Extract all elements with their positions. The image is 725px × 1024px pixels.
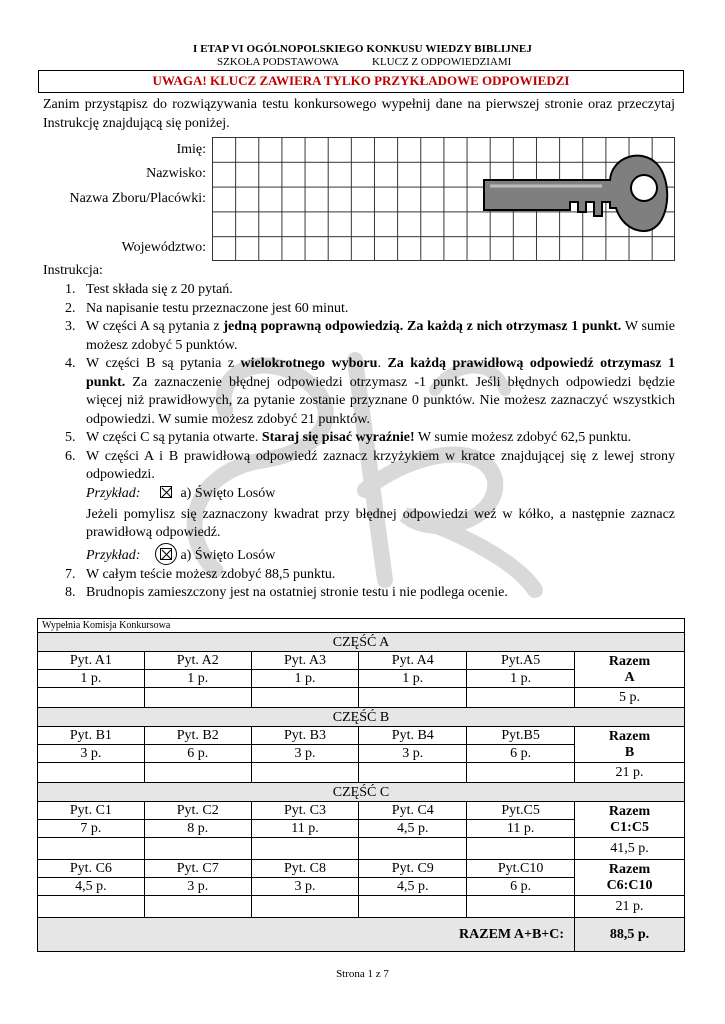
score-entry-cell[interactable] [251, 896, 359, 918]
section-c2-sum-value: 21 p. [575, 896, 685, 918]
max-points: 11 p. [251, 820, 359, 838]
answer-key-label: KLUCZ Z ODPOWIEDZIAMI [372, 56, 512, 68]
example-checked: Przykład: a) Święto Losów [86, 485, 276, 501]
max-points: 4,5 p. [359, 820, 467, 838]
question-label: Pyt. B4 [359, 727, 467, 745]
section-c1-sum-value: 41,5 p. [575, 838, 685, 860]
question-label: Pyt. B3 [251, 727, 359, 745]
score-entry-cell[interactable] [467, 838, 575, 860]
grand-total-value: 88,5 p. [575, 918, 685, 952]
section-b-title: CZĘŚĆ B [38, 708, 685, 727]
max-points: 7 p. [38, 820, 145, 838]
score-entry-cell[interactable] [38, 896, 145, 918]
max-points: 3 p. [359, 745, 467, 763]
circled-checkbox-icon [155, 543, 177, 565]
score-entry-cell[interactable] [38, 838, 145, 860]
grand-total-label: RAZEM A+B+C: [38, 918, 575, 952]
question-label: Pyt. A4 [359, 652, 467, 670]
section-b-sum-label: Razem B [575, 727, 685, 763]
score-entry-cell[interactable] [359, 763, 467, 783]
contest-title: I ETAP VI OGÓLNOPOLSKIEGO KONKUSU WIEDZY BIBLIJNEJ [193, 43, 532, 55]
instruction-item: 8. Brudnopis zamieszczony jest na ostatniej stronie testu i nie podlega ocenie. [65, 585, 508, 600]
instruction-item: 7. W całym teście możesz zdobyć 88,5 punktu. [65, 566, 336, 582]
max-points: 1 p. [38, 670, 145, 688]
question-label: Pyt. C4 [359, 802, 467, 820]
question-label: Pyt. C2 [144, 802, 251, 820]
score-entry-cell[interactable] [359, 896, 467, 918]
question-label: Pyt. B2 [144, 727, 251, 745]
instructions-list [43, 281, 675, 603]
instruction-item: 3. W części A są pytania z jedną poprawną odpowiedzią. Za każdą z nich otrzymasz 1 punkt. W sumie możesz zdobyć 5 punktów. [65, 319, 675, 353]
section-a-sum-label: Razem A [575, 652, 685, 688]
example-circled: Przykład: a) Święto Losów [43, 543, 675, 566]
score-entry-cell[interactable] [467, 688, 575, 708]
max-points: 6 p. [467, 745, 575, 763]
question-label: Pyt. A2 [144, 652, 251, 670]
max-points: 6 p. [467, 878, 575, 896]
section-a-title: CZĘŚĆ A [38, 633, 685, 652]
score-entry-cell[interactable] [359, 838, 467, 860]
score-entry-cell[interactable] [144, 688, 251, 708]
instruction-item: 2. Na napisanie testu przeznaczone jest 60 minut. [65, 300, 349, 316]
max-points: 1 p. [251, 670, 359, 688]
max-points: 3 p. [251, 745, 359, 763]
max-points: 3 p. [144, 878, 251, 896]
section-a-sum-value: 5 p. [575, 688, 685, 708]
max-points: 1 p. [467, 670, 575, 688]
question-label: Pyt.A5 [467, 652, 575, 670]
question-label: Pyt.C5 [467, 802, 575, 820]
score-entry-cell[interactable] [467, 896, 575, 918]
section-b-sum-value: 21 p. [575, 763, 685, 783]
score-table [37, 618, 685, 952]
name-label: Imię: [176, 142, 206, 157]
score-entry-cell[interactable] [144, 896, 251, 918]
warning-banner: UWAGA! KLUCZ ZAWIERA TYLKO PRZYKŁADOWE ODPOWIEDZI [38, 70, 684, 93]
school-level: SZKOŁA PODSTAWOWA [217, 56, 339, 68]
question-label: Pyt. C7 [144, 860, 251, 878]
question-label: Pyt. C8 [251, 860, 359, 878]
question-label: Pyt. A3 [251, 652, 359, 670]
intro-text: Zanim przystąpisz do rozwiązywania testu konkursowego wypełnij dane na pierwszej stronie oraz przeczytaj Instrukcję znajdującą się poniżej. [43, 97, 675, 131]
max-points: 4,5 p. [38, 878, 145, 896]
instruction-item: 5. W części C są pytania otwarte. Staraj się pisać wyraźnie! W sumie możesz zdobyć 62,5 punktu. [65, 430, 632, 445]
crossed-checkbox-icon [160, 486, 172, 498]
section-c1-sum-label: Razem C1:C5 [575, 802, 685, 838]
max-points: 8 p. [144, 820, 251, 838]
max-points: 1 p. [359, 670, 467, 688]
max-points: 4,5 p. [359, 878, 467, 896]
max-points: 1 p. [144, 670, 251, 688]
mistake-note: Jeżeli pomylisz się zaznaczony kwadrat przy błędnej odpowiedzi weź w kółko, a następnie zaznacz prawidłową odpowiedź. [86, 506, 675, 540]
key-icon [482, 150, 672, 240]
question-label: Pyt. A1 [38, 652, 145, 670]
score-entry-cell[interactable] [144, 838, 251, 860]
section-c-title: CZĘŚĆ C [38, 783, 685, 802]
max-points: 3 p. [38, 745, 145, 763]
max-points: 3 p. [251, 878, 359, 896]
score-entry-cell[interactable] [359, 688, 467, 708]
question-label: Pyt. C3 [251, 802, 359, 820]
voivodeship-label: Województwo: [121, 240, 206, 255]
question-label: Pyt. C9 [359, 860, 467, 878]
question-label: Pyt.C10 [467, 860, 575, 878]
instructions-heading: Instrukcja: [43, 263, 103, 278]
score-entry-cell[interactable] [251, 688, 359, 708]
committee-label: Wypełnia Komisja Konkursowa [38, 619, 685, 633]
score-entry-cell[interactable] [251, 838, 359, 860]
score-entry-cell[interactable] [467, 763, 575, 783]
question-label: Pyt.B5 [467, 727, 575, 745]
institution-label: Nazwa Zboru/Placówki: [69, 191, 206, 206]
question-label: Pyt. C1 [38, 802, 145, 820]
score-entry-cell[interactable] [251, 763, 359, 783]
score-entry-cell[interactable] [144, 763, 251, 783]
score-entry-cell[interactable] [38, 688, 145, 708]
instruction-item: 6. W części A i B prawidłową odpowiedź zaznacz krzyżykiem w kratce znajdującej się z lewej strony odpowiedzi. [65, 448, 675, 482]
instruction-item: 1. Test składa się z 20 pytań. [65, 282, 233, 297]
page-number: Strona 1 z 7 [336, 968, 389, 980]
question-label: Pyt. C6 [38, 860, 145, 878]
max-points: 6 p. [144, 745, 251, 763]
surname-label: Nazwisko: [146, 166, 206, 181]
section-c2-sum-label: Razem C6:C10 [575, 860, 685, 896]
score-entry-cell[interactable] [38, 763, 145, 783]
question-label: Pyt. B1 [38, 727, 145, 745]
instruction-item: 4. W części B są pytania z wielokrotnego wyboru. Za każdą prawidłową odpowiedź otrzymasz 1 punkt. Za zaznaczenie błędnej odpowiedzi otrzymasz -1 punkt. Jeśli błędnych odpowiedzi będzie więcej niż prawidłowych, za pytanie zostanie przyznane 0 punktów. Nie możesz zaznaczyć wszystkich odpowiedzi. W sumie możesz zdobyć 21 punktów. [65, 356, 675, 427]
max-points: 11 p. [467, 820, 575, 838]
